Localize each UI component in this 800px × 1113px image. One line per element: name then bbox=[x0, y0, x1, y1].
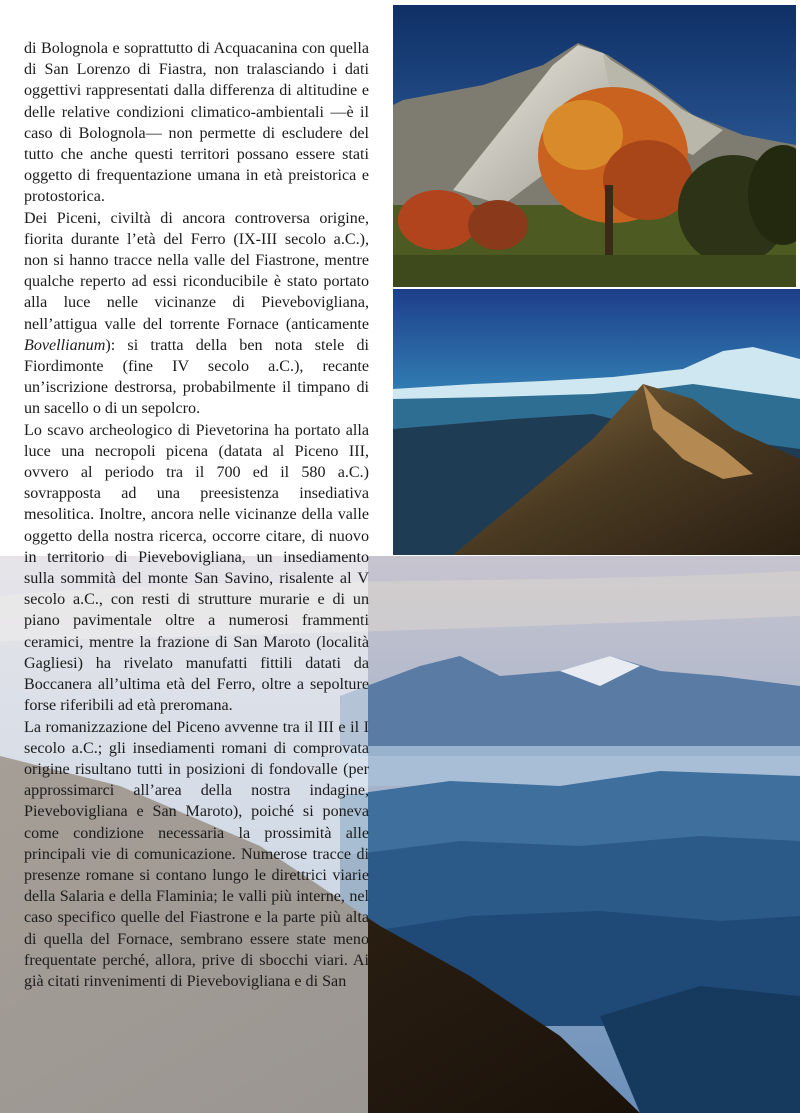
paragraph-3: Lo scavo archeologico di Pievetorina ha portato alla luce una necropoli picena (datata al Piceno III, ovvero al periodo tra il 700 ed il 580 a.C.) sovrapposta ad una preesistenza insediativa mesolitica. Inoltre, ancora nelle vicinanze della valle oggetto della nostra ricerca, occorre citare, di nuovo in territorio di Pievebovigliana, un insediamento sulla sommità del monte San Savino, risalente al V secolo a.C., con resti di strutture murarie e di un piano pavimentale oltre a numerosi frammenti ceramici, mentre la frazione di San Maroto (località Gagliesi) ha rivelato manufatti fittili datati da Boccanera all’ultima età del Ferro, oltre a sepolture forse riferibili ad età preromana. bbox=[24, 421, 369, 715]
photo-rocky-peak-autumn-graphic bbox=[393, 5, 796, 287]
paragraph-4: La romanizzazione del Piceno avvenne tra il III e il I secolo a.C.; gli insediamenti romani di comprovata origine risultano tutti in posizioni di fondovalle (per approssimarci all’area della nostra indagine, Pievebovigliana e San Maroto), poiché si poneva come condizione necessaria la prossimità alle principali vie di comunicazione. Numerose tracce di presenze romane si contano lungo le direttrici viarie della Salaria e della Flaminia; le valli più interne, nel caso specifico quelle del Fiastrone e la parte più alta di quella del Fornace, sembrano essere state meno frequentate perché, allora, prive di sbocchi viari. Ai già citati rinvenimenti di Pievebovigliana e di San bbox=[24, 718, 369, 990]
photo-mountain-ridge bbox=[393, 289, 800, 555]
photo-mountain-ridge-graphic bbox=[393, 289, 800, 555]
paragraph-2-part-2: ): si tratta della ben nota stele di Fiordimonte (fine IV secolo a.C.), recante un’iscrizione destrorsa, probabilmente il timpano di un sacello o di un sepolcro. bbox=[24, 336, 369, 418]
photo-rocky-peak-autumn bbox=[393, 5, 796, 287]
paragraph-2-part-1: Dei Piceni, civiltà di ancora controversa origine, fiorita durante l’età del Ferro (IX-III secolo a.C.), non si hanno tracce nella valle del Fiastrone, mentre qualche reperto ad essi riconducibile è stato portato alla luce nelle vicinanze di Pievebovigliana, nell’attigua valle del torrente Fornace (anticamente bbox=[24, 209, 369, 333]
paragraph-2 bbox=[24, 208, 369, 420]
paragraph-2-emphasis: Bovellianum bbox=[24, 336, 106, 354]
paragraph-1: di Bolognola e soprattutto di Acquacanina con quella di San Lorenzo di Fiastra, non tralasciando i dati oggettivi rappresentati dalla differenza di altitudine e delle relative condizioni climatico-ambientali —è il caso di Bolognola— non permette di escludere del tutto che anche questi territori possano essere stati oggetto di frequentazione umana in età preistorica e protostorica. bbox=[24, 40, 369, 206]
article-text-column bbox=[24, 38, 369, 992]
